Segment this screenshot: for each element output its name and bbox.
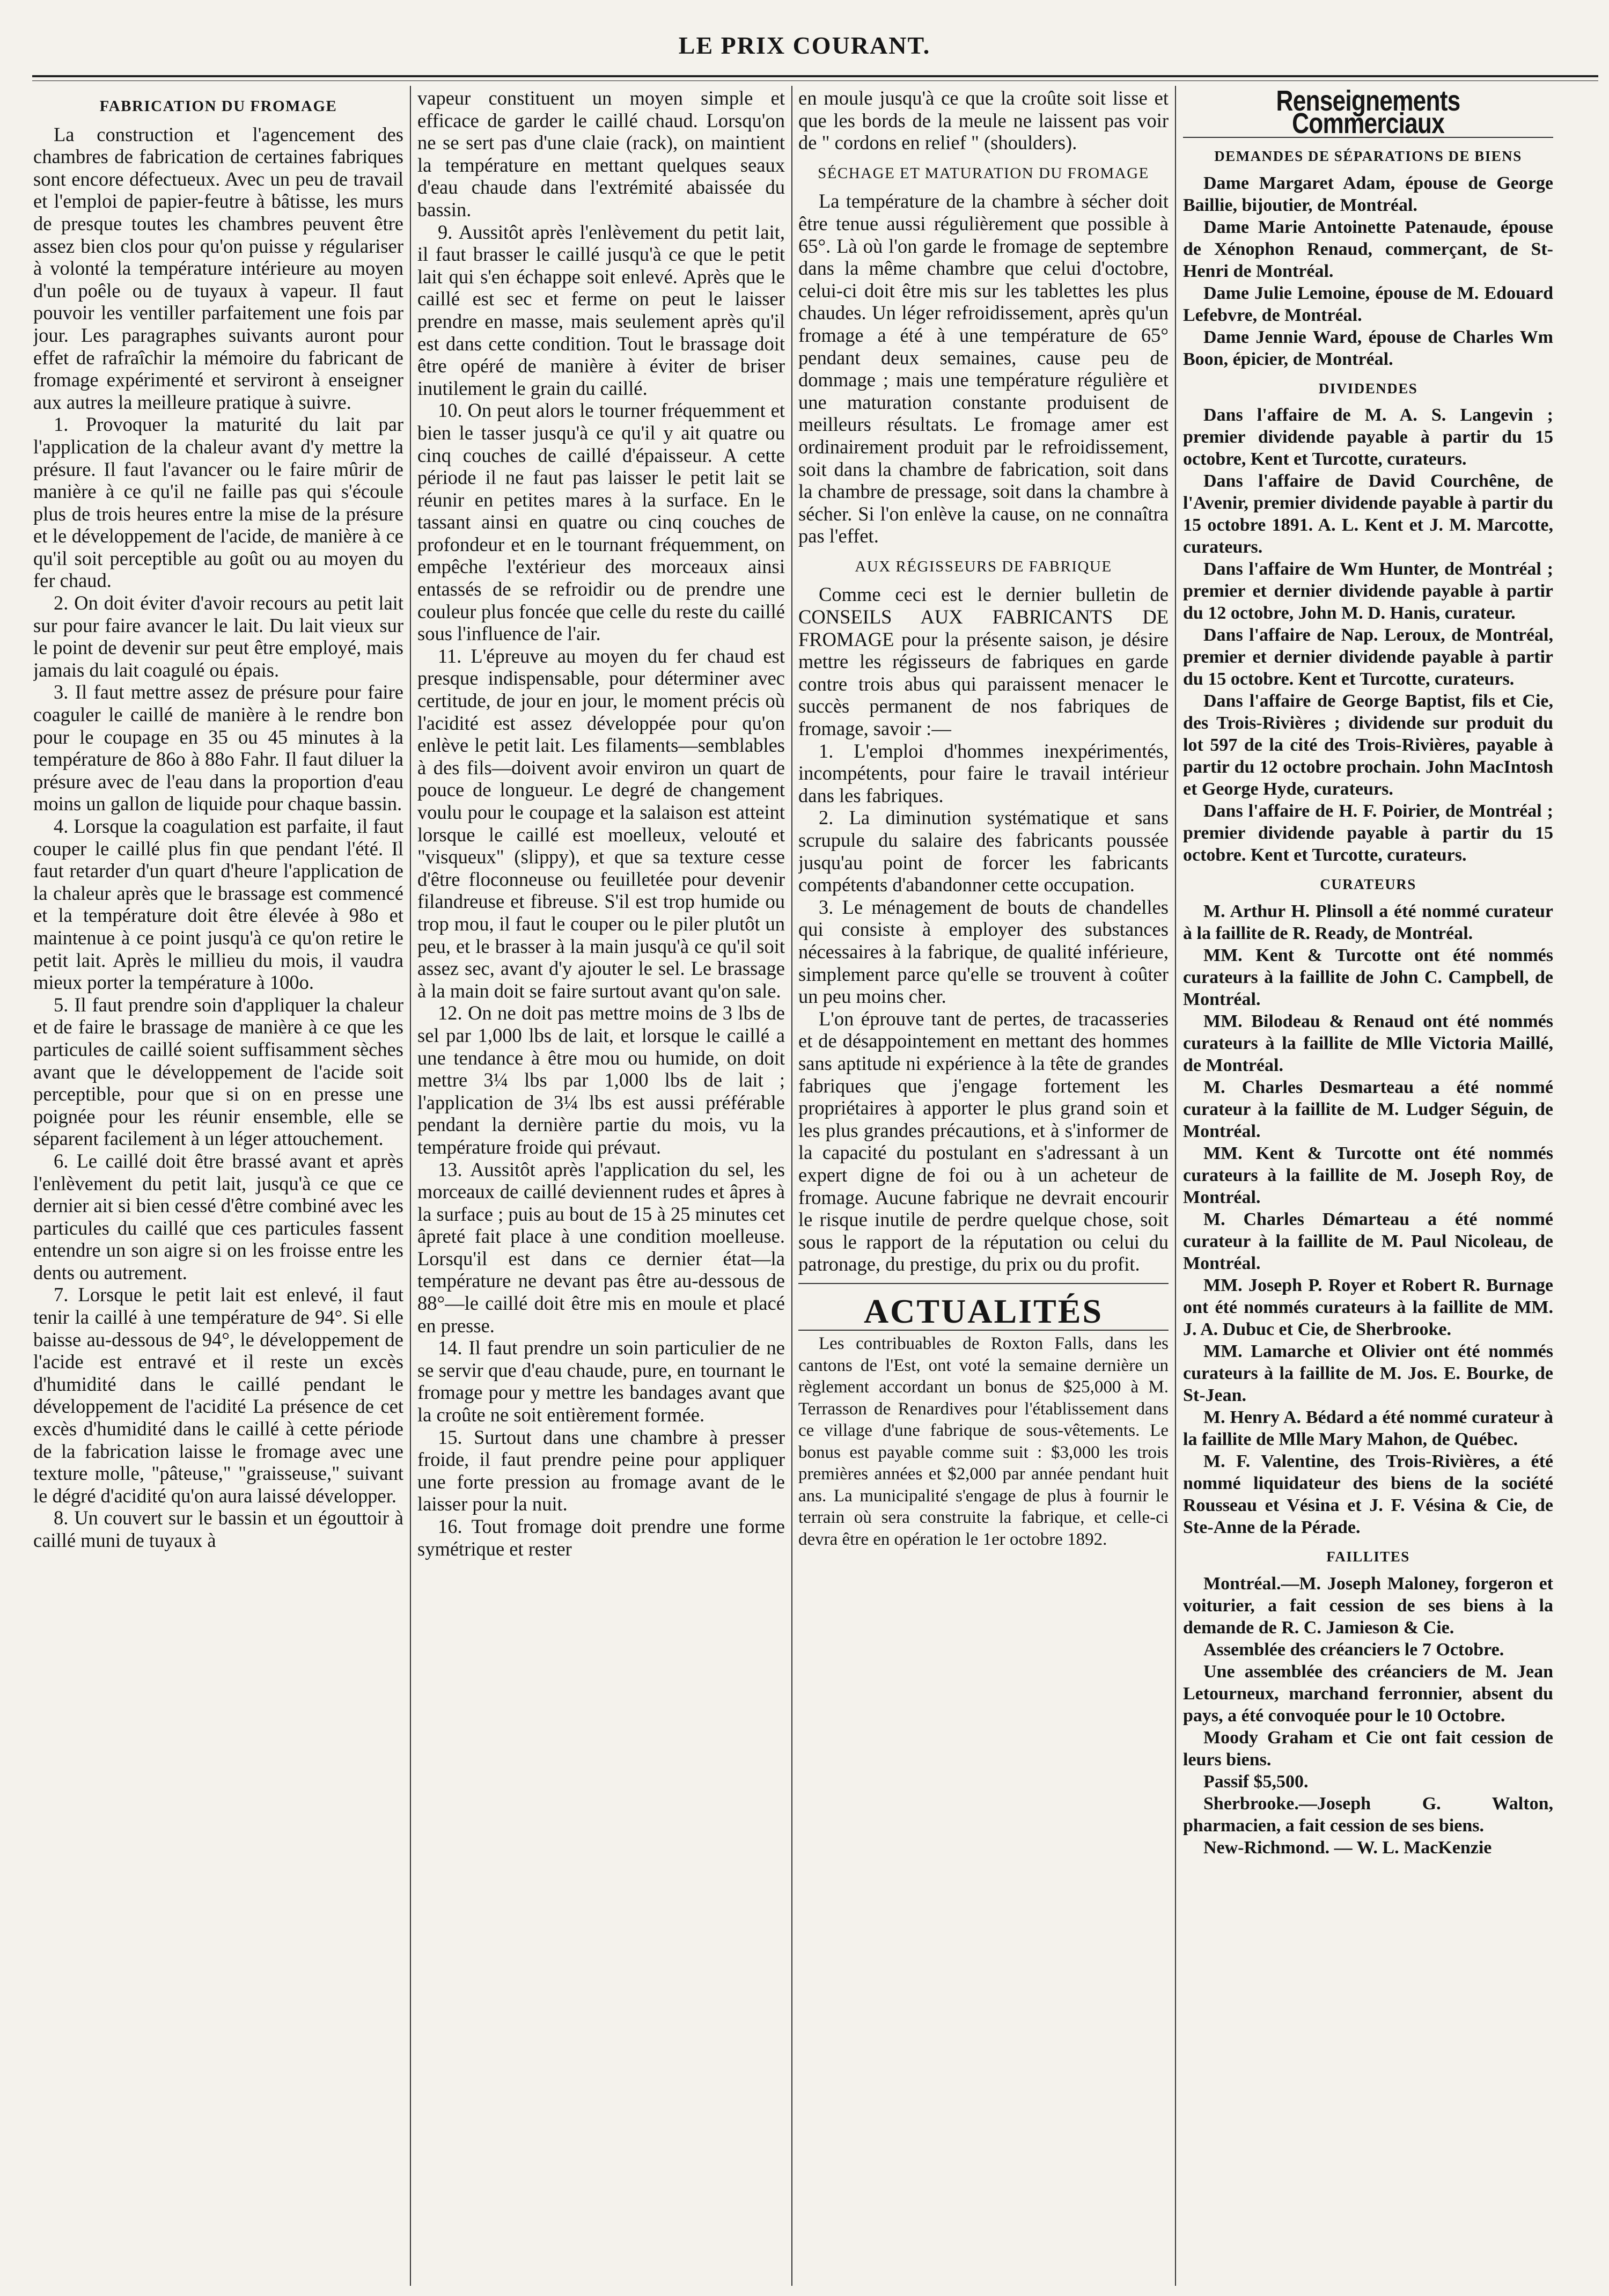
paragraph: M. Charles Desmarteau a été nommé curateur à la faillite de M. Ludger Séguin, de Montréal. <box>1183 1077 1553 1141</box>
top-rule-thin <box>32 80 1598 81</box>
paragraph: Dame Marie Antoinette Patenaude, épouse de Xénophon Renaud, commerçant, de St-Henri de Montréal. <box>1183 217 1553 281</box>
paragraph: MM. Kent & Turcotte ont été nommés curateurs à la faillite de M. Joseph Roy, de Montréal. <box>1183 1143 1553 1207</box>
paragraph: 9. Aussitôt après l'enlèvement du petit lait, il faut brasser le caillé jusqu'à ce que le petit lait qui s'en échappe soit enlevé. Après que le caillé est sec et ferme on peut le laisser prendre en masse, mais seulement après qu'il est dans cette condition. Tout le brassage doit être opéré de manière à éviter de briser inutilement le grain du caillé. <box>417 221 785 399</box>
paragraph: New-Richmond. — W. L. MacKenzie <box>1203 1837 1492 1858</box>
paragraph: 16. Tout fromage doit prendre une forme symétrique et rester <box>417 1515 785 1560</box>
paragraph: La construction et l'agencement des chambres de fabrication de certaines fabriques sont encore défectueux. Avec un peu de travail et l'emploi de papier-feutre à bâtisse, les murs de presque toutes les chambres peuvent être assez bien clos pour qu'on puisse y régulariser à volonté la température intérieure au moyen d'un poêle ou de tuyaux à vapeur. Il faut pouvoir les ventiller parfaitement une fois par jour. Les paragraphes suivants auront pour effet de rafraîchir la mémoire du fabricant de fromage expérimenté et serviront à enseigner aux autres la meilleure pratique à suivre. <box>33 123 403 413</box>
paragraph: 5. Il faut prendre soin d'appliquer la chaleur et de faire le brassage de manière à ce que les particules de caillé soient suffisamment sèches avant que le développement de l'acide soit perceptible, pour que si on en presse une poignée pour les réunir ensemble, elle se séparent facilement à un léger attouchement. <box>33 993 403 1150</box>
paragraph: Dame Jennie Ward, épouse de Charles Wm Boon, épicier, de Montréal. <box>1183 327 1553 369</box>
column-3 <box>798 87 1169 2282</box>
section-title: ACTUALITÉS <box>863 1292 1104 1330</box>
paragraph: L'on éprouve tant de pertes, de tracasseries et de désappointement en mettant des hommes sans aptitude ni expérience à la tête de grandes fabriques que j'engage fortement les propriétaires à apporter le plus grand soin et les plus grandes précautions, et à s'informer de la capacité du postulant en s'adressant à un expert digne de foi ou à un acheteur de fromage. Aucune fabrique ne devrait encourir le risque inutile de perdre quelque chose, soit sous le rapport de la réputation ou celui du patronage, du prestige, du prix ou du profit. <box>798 1007 1169 1275</box>
paragraph: Dans l'affaire de George Baptist, fils et Cie, des Trois-Rivières ; dividende sur produit du lot 597 de la cité des Trois-Rivières, payable à partir du 12 octobre prochain. John MacIntosh et George Hyde, curateurs. <box>1183 691 1553 799</box>
paragraph: 4. Lorsque la coagulation est parfaite, il faut couper le caillé plus fin que pendant l'été. Il faut retarder d'un quart d'heure l'application de la chaleur après que le brassage est commencé et la température doit être élevée à 98o et maintenue à ce point jusqu'à ce qu'on retire le petit lait. Après le millieu du mois, il vaudra mieux porter la température à 100o. <box>33 815 403 994</box>
paragraph: 11. L'épreuve au moyen du fer chaud est presque indispensable, pour déterminer avec certitude, de jour en jour, le moment précis où l'acidité est assez développée pour qu'on enlève le petit lait. Les filaments—semblables à des fils—doivent avoir environ un quart de pouce de longueur. Le degré de changement voulu pour le coupage et la salaison est atteint lorsque le caillé est moelleux, velouté et "visqueux" (slippy), et que sa texture cesse d'être floconneuse ou feuilletée pour devenir filandreuse et fibreuse. S'il est trop humide ou trop mou, il faut le couper ou le piler plutôt un peu, et le brasser à la main jusqu'à ce qu'il soit assez sec, avant d'y ajouter le sel. Le brassage à la main doit se faire surtout avant qu'on sale. <box>417 644 785 1002</box>
paragraph: 6. Le caillé doit être brassé avant et après l'enlèvement du petit lait, jusqu'à ce que ce dernier ait si bien cessé d'être combiné avec les particules du caillé que ces particules fassent entendre un son aigre si on les froisse entre les dents ou autrement. <box>33 1149 403 1283</box>
paragraph: Une assemblée des créanciers de M. Jean Letourneux, marchand ferronnier, absent du pays, a été convoquée pour le 10 Octobre. <box>1183 1661 1553 1726</box>
paragraph: en moule jusqu'à ce que la croûte soit lisse et que les bords de la meule ne laissent pas voir de " cordons en relief " (shoulders). <box>798 87 1169 154</box>
section-heading: CURATEURS <box>1320 876 1416 893</box>
section-heading: SÉCHAGE ET MATURATION DU FROMAGE <box>818 164 1149 182</box>
section-heading: FAILLITES <box>1326 1548 1410 1565</box>
column-divider <box>1175 86 1176 2286</box>
column-divider <box>791 86 792 2286</box>
paragraph: Dans l'affaire de Nap. Leroux, de Montréal, premier et dernier dividende payable à partir du 15 octobre. Kent et Turcotte, curateurs. <box>1183 625 1553 689</box>
paragraph: 7. Lorsque le petit lait est enlevé, il faut tenir la caillé à une température de 94°. Si elle baisse au-dessous de 94°, le développement de l'acide est entravé et il reste un excès d'humidité dans le caillé pendant le développement de l'acidité La présence de cet excès d'humidité dans le caillé à cette période de la fabrication laisse le fromage avec une texture molle, "pâteuse," "graisseuse," suivant le dégré d'acidité qu'on aura laissé développer. <box>33 1283 403 1507</box>
section-heading: FABRICATION DU FROMAGE <box>99 98 337 115</box>
paragraph: 15. Surtout dans une chambre à presser froide, il faut prendre peine pour appliquer une forte pression au fromage avant de le laisser pour la nuit. <box>417 1426 785 1515</box>
paragraph: Passif $5,500. <box>1203 1771 1309 1792</box>
paragraph: MM. Kent & Turcotte ont été nommés curateurs à la faillite de John C. Campbell, de Montréal. <box>1183 945 1553 1009</box>
paragraph: Montréal.—M. Joseph Maloney, forgeron et voiturier, a fait cession de ses biens à la demande de R. C. Jamieson & Cie. <box>1183 1573 1553 1638</box>
paragraph: Dame Margaret Adam, épouse de George Baillie, bijoutier, de Montréal. <box>1183 173 1553 215</box>
paragraph: 3. Il faut mettre assez de présure pour faire coaguler le caillé de manière à le rendre bon pour le coupage en 35 ou 45 minutes à la température de 86o à 88o Fahr. Il faut diluer la présure avec de l'eau dans la proportion d'eau moins un gallon de liquide pour chaque bassin. <box>33 681 403 815</box>
paragraph: 13. Aussitôt après l'application du sel, les morceaux de caillé deviennent rudes et âpres à la surface ; puis au bout de 15 à 25 minutes cet âpreté fait place à une condition moelleuse. Lorsqu'il est dans ce dernier état—la température ne devant pas être au-dessous de 88°—le caillé doit être mis en moule et placé en presse. <box>417 1158 785 1337</box>
paragraph: 3. Le ménagement de bouts de chandelles qui consiste à employer des substances nécessaires à la fabrique, de qualité inférieure, simplement parce qu'elle se trouvent à coûter un peu moins cher. <box>798 896 1169 1008</box>
paragraph: 2. On doit éviter d'avoir recours au petit lait sur pour faire avancer le lait. Du lait vieux sur le point de devenir sur peut être employé, mais jamais du lait coagulé ou épais. <box>33 592 403 681</box>
paragraph: Les contribuables de Roxton Falls, dans les cantons de l'Est, ont voté la semaine dernière un règlement accordant un bonus de $25,000 à M. Terrasson de Renardives pour l'établissement dans ce village d'une fabrique de sous-vêtements. Le bonus est payable comme suit : $3,000 les trois premières années et $2,000 par année pendant huit ans. La municipalité s'engage de plus à fournir le terrain où sera construite la fabrique, et celle-ci devra être en opération le 1er octobre 1892. <box>798 1334 1169 1549</box>
paragraph: Dans l'affaire de M. A. S. Langevin ; premier dividende payable à partir du 15 octobre, Kent et Turcotte, curateurs. <box>1183 405 1553 470</box>
paragraph: 12. On ne doit pas mettre moins de 3 lbs de sel par 1,000 lbs de lait, et lorsque le caillé a une tendance à être mou ou humide, on doit mettre 3¼ lbs par 1,000 lbs de lait ; l'application de 3¼ lbs est aussi préférable pendant la dernière partie du mois, vu la température froide qui prévaut. <box>417 1002 785 1158</box>
paragraph: Sherbrooke.—Joseph G. Walton, pharmacien, a fait cession de ses biens. <box>1183 1793 1553 1836</box>
section-title: Renseignements Commerciaux <box>1276 87 1460 140</box>
column-1 <box>33 87 403 2282</box>
paragraph: 14. Il faut prendre un soin particulier de ne se servir que d'eau chaude, pure, en tournant le fromage pour y mettre les bandages avant que la croûte ne soit entièrement formée. <box>417 1337 785 1426</box>
section-heading: DIVIDENDES <box>1318 380 1418 397</box>
paragraph: M. Charles Démarteau a été nommé curateur à la faillite de M. Paul Nicoleau, de Montréal. <box>1183 1209 1553 1273</box>
column-4 <box>1183 87 1553 2282</box>
paragraph: MM. Bilodeau & Renaud ont été nommés curateurs à la faillite de Mlle Victoria Maillé, de Montréal. <box>1183 1011 1553 1075</box>
paragraph: MM. Lamarche et Olivier ont été nommés curateurs à la faillite de M. Jos. E. Bourke, de St-Jean. <box>1183 1341 1553 1405</box>
paragraph: MM. Joseph P. Royer et Robert R. Burnage ont été nommés curateurs à la faillite de MM. J. A. Dubuc et Cie, de Sherbrooke. <box>1183 1275 1553 1339</box>
paragraph: 2. La diminution systématique et sans scrupule du salaire des fabricants poussée jusqu'au point de forcer les fabricants compétents d'abandonner cette occupation. <box>798 806 1169 896</box>
paragraph: Moody Graham et Cie ont fait cession de leurs biens. <box>1183 1727 1553 1770</box>
masthead: LE PRIX COURANT. <box>678 32 931 59</box>
paragraph: 1. L'emploi d'hommes inexpérimentés, incompétents, pour faire le travail intérieur dans les fabriques. <box>798 739 1169 806</box>
paragraph: 10. On peut alors le tourner fréquemment et bien le tasser jusqu'à ce qu'il y ait quatre ou cinq couches de caillé d'épaisseur. A cette période il ne faut pas laisser le petit lait se réunir en petites mares à la surface. En le tassant ainsi en quatre ou cinq couches de profondeur et en le tournant fréquemment, on empêche l'extérieur des morceaux ainsi entassés de se refroidir ou de prendre une couleur plus foncée que celle du reste du caillé sous l'influence de l'air. <box>417 399 785 645</box>
paragraph: 8. Un couvert sur le bassin et un égouttoir à caillé muni de tuyaux à <box>33 1507 403 1551</box>
paragraph: M. F. Valentine, des Trois-Rivières, a été nommé liquidateur des biens de la société Rousseau et Vésina et J. F. Vésina & Cie, de Ste-Anne de la Pérade. <box>1183 1451 1553 1537</box>
paragraph: Dans l'affaire de Wm Hunter, de Montréal ; premier et dernier dividende payable à partir du 12 octobre, John M. D. Hanis, curateur. <box>1183 559 1553 623</box>
paragraph: M. Arthur H. Plinsoll a été nommé curateur à la faillite de R. Ready, de Montréal. <box>1183 901 1553 943</box>
column-2 <box>417 87 785 2282</box>
paragraph: Comme ceci est le dernier bulletin de CONSEILS AUX FABRICANTS DE FROMAGE pour la présente saison, je désire mettre les régisseurs de fabriques en garde contre trois abus qui paraissent menacer le succès permanent de nos fabriques de fromage, savoir :— <box>798 583 1169 740</box>
section-heading: AUX RÉGISSEURS DE FABRIQUE <box>855 558 1112 575</box>
paragraph: Dame Julie Lemoine, épouse de M. Edouard Lefebvre, de Montréal. <box>1183 283 1553 325</box>
column-divider <box>410 86 411 2286</box>
paragraph: Dans l'affaire de David Courchêne, de l'Avenir, premier dividende payable à partir du 15 octobre 1891. A. L. Kent et J. M. Marcotte, curateurs. <box>1183 471 1553 558</box>
paragraph: Assemblée des créanciers le 7 Octobre. <box>1203 1639 1504 1660</box>
paragraph: M. Henry A. Bédard a été nommé curateur à la faillite de Mlle Mary Mahon, de Québec. <box>1183 1407 1553 1449</box>
divider <box>798 1283 1169 1284</box>
paragraph: Dans l'affaire de H. F. Poirier, de Montréal ; premier dividende payable à partir du 15 octobre. Kent et Turcotte, curateurs. <box>1183 801 1553 865</box>
paragraph: La température de la chambre à sécher doit être tenue aussi régulièrement que possible à 65°. Là où l'on garde le fromage de septembre dans la même chambre que celui d'octobre, celui-ci doit être mis sur les tablettes les plus chaudes. Un léger refroidissement, après qu'un fromage a été à une température de 65° pendant deux semaines, cause peu de dommage ; mais une température régulière et une maturation constante produisent de meilleurs résultats. Le fromage amer est ordinairement produit par le refroidissement, soit dans la chambre de fabrication, soit dans la chambre de pressage, soit dans la chambre à sécher. Si l'on enlève la cause, on ne connaîtra pas l'effet. <box>798 190 1169 547</box>
top-rule <box>32 75 1598 77</box>
paragraph: vapeur constituent un moyen simple et efficace de garder le caillé chaud. Lorsqu'on ne se sert pas d'une claie (rack), on maintient la température en mettant quelques seaux d'eau chaude dans l'extrémité abaissée du bassin. <box>417 87 785 221</box>
paragraph: 1. Provoquer la maturité du lait par l'application de la chaleur avant d'y mettre la présure. Il faut l'avancer ou le faire mûrir de manière à ce qu'il ne faille pas qui s'écoule plus de trois heures entre la mise de la présure et le développement de l'acide, de manière à ce qu'il soit perceptible au goût ou au moyen du fer chaud. <box>33 413 403 592</box>
section-heading: DEMANDES DE SÉPARATIONS DE BIENS <box>1214 148 1522 165</box>
